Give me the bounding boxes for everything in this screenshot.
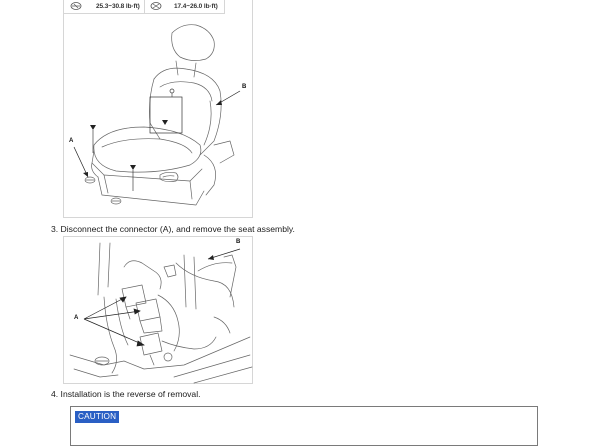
connector-drawing xyxy=(64,237,254,385)
caution-box xyxy=(70,406,538,446)
step-3-text: 3. Disconnect the connector (A), and remove the seat assembly. xyxy=(51,224,295,234)
callout-a-bottom: A xyxy=(74,315,79,321)
seat-removal-figure xyxy=(63,0,253,218)
caution-label: CAUTION xyxy=(75,411,119,423)
torque-value-left: 25.3~30.8 lb·ft) xyxy=(96,3,140,10)
torque-value-right: 17.4~26.0 lb·ft) xyxy=(174,3,218,10)
step-4-text: 4. Installation is the reverse of removal. xyxy=(51,389,201,399)
callout-b-top: B xyxy=(242,84,247,90)
callout-a-top: A xyxy=(69,138,74,144)
callout-b-bottom: B xyxy=(236,239,241,245)
connector-figure xyxy=(63,236,253,384)
seat-assembly-drawing xyxy=(64,0,254,219)
